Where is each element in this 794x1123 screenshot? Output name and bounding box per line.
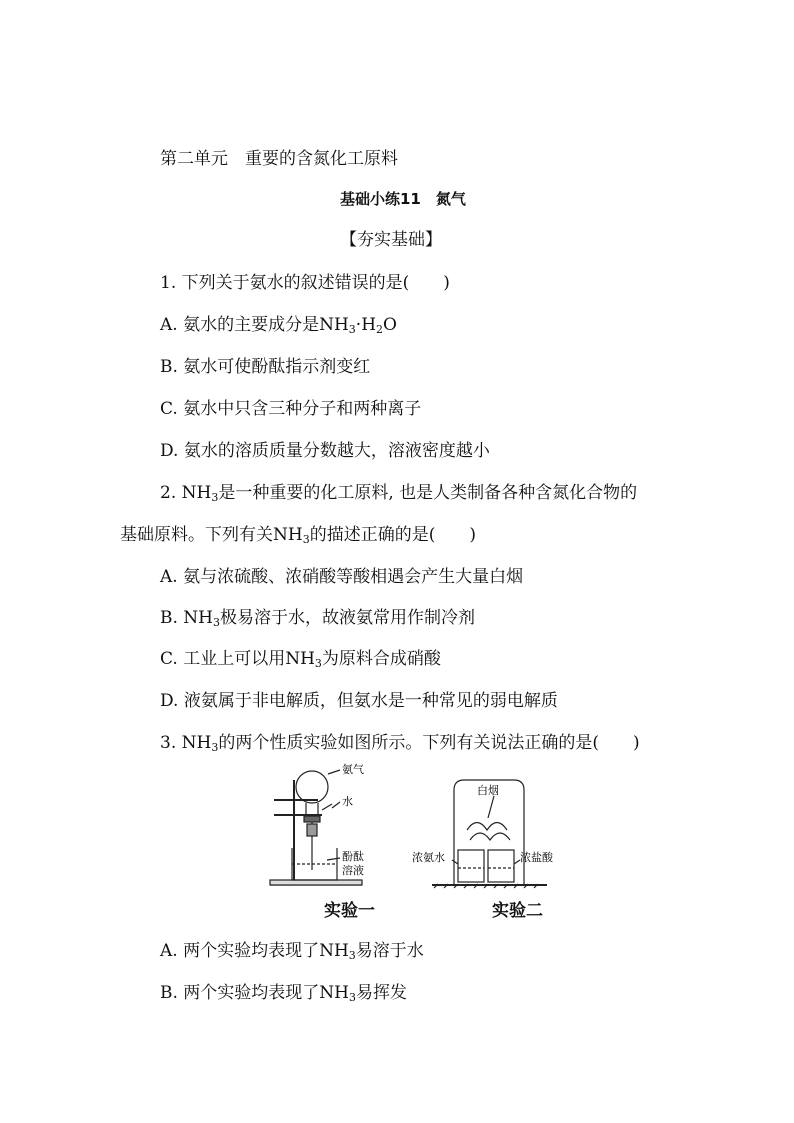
stopper	[304, 816, 320, 822]
round-flask	[296, 771, 328, 803]
stand-foot	[270, 880, 362, 885]
leader-water	[332, 802, 340, 808]
section-title: 【夯实基础】	[340, 230, 442, 250]
question-1-option-d: D. 氨水的溶质质量分数越大，溶液密度越小	[160, 441, 490, 461]
unit-title: 第二单元 重要的含氮化工原料	[160, 149, 398, 169]
caption-experiment-2: 实验二	[492, 901, 543, 921]
leader-phenolphthalein	[327, 858, 340, 860]
rubber-tube	[307, 824, 317, 836]
question-1-option-a: A. 氨水的主要成分是$NH_3\cdot H_2O$	[160, 315, 397, 336]
question-2-stem-line-2: 基础原料。下列有关$NH_3$的描述正确的是( )	[120, 525, 476, 546]
leader-ammonia	[328, 770, 340, 774]
question-3-stem: 3. $NH_3$的两个性质实验如图所示。下列有关说法正确的是( )	[160, 733, 640, 754]
leader-smoke	[488, 796, 494, 818]
label-ammonia-gas: 氨气	[342, 763, 364, 776]
question-2-stem-line-1: 2. $NH_3$是一种重要的化工原料, 也是人类制备各种含氮化合物的	[160, 483, 638, 504]
question-2-option-d: D. 液氨属于非电解质，但氨水是一种常见的弱电解质	[160, 691, 558, 711]
lesson-title: 基础小练11 氮气	[340, 190, 466, 208]
label-phenolphthalein-2: 溶液	[342, 864, 364, 877]
experiment-diagram	[262, 760, 562, 890]
question-1-stem: 1. 下列关于氨水的叙述错误的是( )	[160, 273, 450, 293]
beaker-ammonia	[458, 850, 484, 882]
experiment-figure	[262, 760, 562, 920]
question-3-option-a: A. 两个实验均表现了$NH_3$易溶于水	[160, 941, 424, 962]
question-1-option-c: C. 氨水中只含三种分子和两种离子	[160, 399, 422, 419]
beaker-hcl	[488, 850, 514, 882]
caption-experiment-1: 实验一	[324, 901, 375, 921]
label-phenolphthalein-1: 酚酞	[342, 850, 364, 863]
label-water: 水	[342, 795, 353, 808]
question-2-option-b: B. $NH_3$极易溶于水，故液氨常用作制冷剂	[160, 608, 476, 629]
leader-conc-ammonia	[452, 860, 458, 864]
question-2-option-c: C. 工业上可以用$NH_3$为原料合成硝酸	[160, 649, 441, 670]
label-white-smoke: 白烟	[477, 784, 499, 797]
smoke-curl-2	[470, 833, 510, 840]
question-1-option-b: B. 氨水可使酚酞指示剂变红	[160, 357, 371, 377]
label-conc-ammonia: 浓氨水	[412, 851, 445, 864]
question-2-option-a: A. 氨与浓硫酸、浓硝酸等酸相遇会产生大量白烟	[160, 567, 524, 587]
question-3-option-b: B. 两个实验均表现了$NH_3$易挥发	[160, 983, 408, 1004]
label-conc-hcl: 浓盐酸	[520, 851, 553, 864]
dropper	[322, 804, 332, 810]
smoke-curl-1	[467, 823, 507, 831]
